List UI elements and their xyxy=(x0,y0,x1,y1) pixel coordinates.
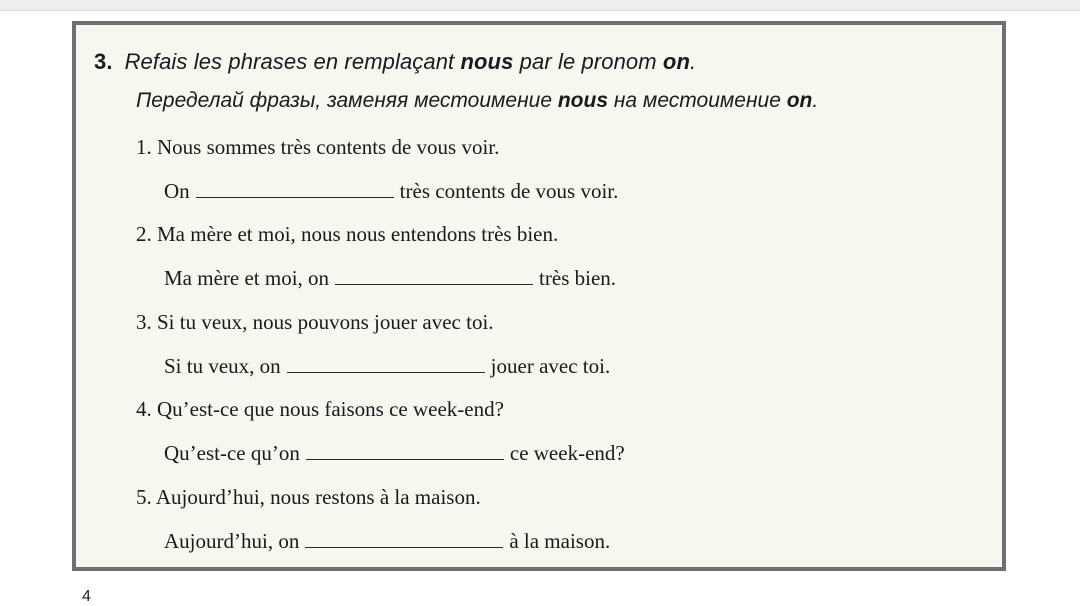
answer-suffix: jouer avec toi. xyxy=(490,354,611,378)
item-sentence: 3. Si tu veux, nous pouvons jouer avec toi. xyxy=(136,310,494,334)
answer-suffix: très contents de vous voir. xyxy=(399,179,619,203)
answer-prefix: Si tu veux, on xyxy=(164,354,281,378)
item-sentence: 1. Nous sommes très contents de vous voir. xyxy=(136,135,500,159)
keyword-on: on xyxy=(662,49,690,74)
exercise-instruction-ru xyxy=(136,89,818,113)
keyword-nous: nous xyxy=(557,89,609,112)
instruction-text: Переделай фразы, заменяя местоимение xyxy=(136,89,558,112)
item-answer-line xyxy=(164,179,618,204)
item-sentence: 5. Aujourd’hui, nous restons à la maison. xyxy=(136,485,481,509)
item-sentence: 4. Qu’est-ce que nous faisons ce week-end? xyxy=(136,397,504,421)
top-strip xyxy=(0,0,1080,11)
item-answer-line xyxy=(164,529,610,554)
answer-blank[interactable] xyxy=(196,179,394,198)
answer-suffix: ce week-end? xyxy=(509,441,625,465)
answer-prefix: Qu’est-ce qu’on xyxy=(164,441,300,465)
answer-blank[interactable] xyxy=(305,529,503,548)
exercise-number: 3. xyxy=(94,49,113,74)
exercise-box xyxy=(72,21,1006,571)
page-mark: 4 xyxy=(82,588,91,605)
instruction-text: Refais les phrases en remplaçant xyxy=(124,49,461,74)
answer-suffix: à la maison. xyxy=(509,529,611,553)
item-answer-line xyxy=(164,266,616,291)
exercise-instruction-fr xyxy=(94,49,696,75)
instruction-text: par le pronom xyxy=(513,49,663,74)
item-answer-line xyxy=(164,354,610,379)
answer-blank[interactable] xyxy=(306,441,504,460)
answer-prefix: Aujourd’hui, on xyxy=(164,529,300,553)
answer-prefix: On xyxy=(164,179,190,203)
keyword-nous: nous xyxy=(460,49,514,74)
answer-prefix: Ma mère et moi, on xyxy=(164,266,330,290)
instruction-text: . xyxy=(812,89,819,112)
item-answer-line xyxy=(164,441,625,466)
answer-suffix: très bien. xyxy=(539,266,617,290)
answer-blank[interactable] xyxy=(335,266,533,285)
instruction-text: на местоимение xyxy=(608,89,787,112)
answer-blank[interactable] xyxy=(287,354,485,373)
item-sentence: 2. Ma mère et moi, nous nous entendons très bien. xyxy=(136,222,559,246)
instruction-text: . xyxy=(689,49,697,74)
keyword-on: on xyxy=(786,89,813,112)
